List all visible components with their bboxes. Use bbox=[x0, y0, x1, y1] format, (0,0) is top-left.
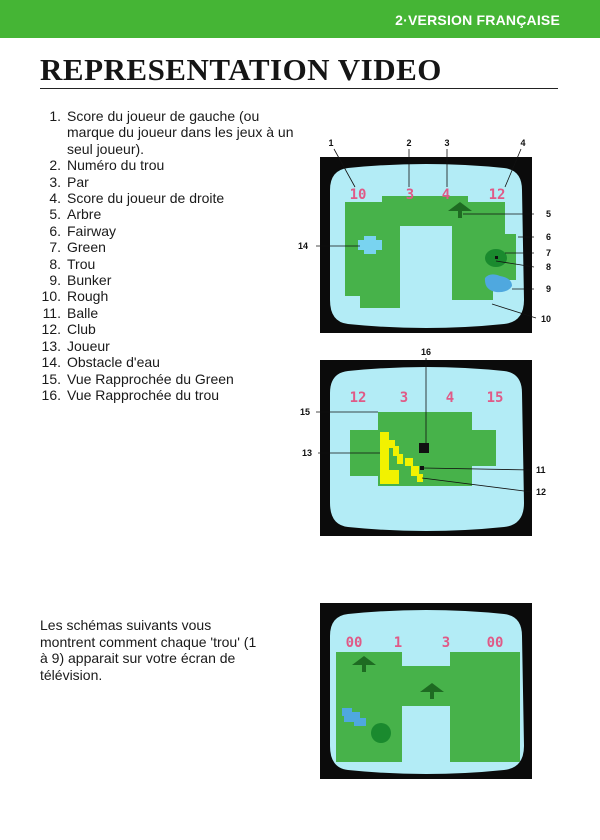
hole-number: 3 bbox=[405, 187, 415, 203]
legend-text: Joueur bbox=[67, 337, 110, 354]
callout-10: 10 bbox=[541, 314, 552, 324]
legend-number: 12. bbox=[41, 321, 61, 338]
legend-number: 4. bbox=[49, 190, 61, 207]
legend-text: Green bbox=[67, 239, 106, 256]
hole-number: 1 bbox=[393, 635, 403, 651]
callout-15: 15 bbox=[300, 407, 311, 417]
hole-icon bbox=[495, 256, 498, 259]
score-left: 12 bbox=[349, 390, 367, 406]
legend-text: Fairway bbox=[67, 222, 117, 239]
intro-paragraph: Les schémas suivants vous montrent comment chaque 'trou' (1 à 9) apparait sur votre écran de télévision. bbox=[40, 617, 257, 683]
section-label: 2·VERSION FRANÇAISE bbox=[395, 12, 560, 28]
callout-9: 9 bbox=[546, 284, 552, 294]
par-value: 4 bbox=[441, 187, 451, 203]
callout-5: 5 bbox=[546, 209, 552, 219]
legend-number: 1. bbox=[49, 108, 61, 124]
legend-text: Trou bbox=[67, 255, 96, 272]
legend-number: 14. bbox=[41, 354, 61, 371]
callout-8: 8 bbox=[546, 262, 552, 272]
legend-number: 3. bbox=[49, 173, 61, 190]
legend-number: 16. bbox=[41, 386, 61, 403]
score-right: 12 bbox=[488, 187, 506, 203]
callout-4: 4 bbox=[520, 138, 526, 148]
legend-text: Score du joueur de gauche (ou marque du joueur dans les jeux à un seul joueur). bbox=[67, 108, 294, 157]
callout-14: 14 bbox=[298, 241, 309, 251]
legend-number: 7. bbox=[49, 239, 61, 256]
legend-text: Score du joueur de droite bbox=[67, 190, 225, 207]
legend-number: 13. bbox=[41, 337, 61, 354]
callout-13: 13 bbox=[302, 448, 313, 458]
par-value: 4 bbox=[445, 390, 455, 406]
legend-number: 11. bbox=[42, 304, 61, 321]
callout-7: 7 bbox=[546, 248, 552, 258]
score-left: 10 bbox=[349, 187, 367, 203]
legend-text: Vue Rapprochée du trou bbox=[67, 386, 220, 403]
callout-1: 1 bbox=[328, 138, 334, 148]
tv-screen-2 bbox=[300, 347, 546, 536]
green-area bbox=[371, 723, 391, 743]
legend-text: Club bbox=[67, 321, 96, 338]
callout-12: 12 bbox=[536, 487, 547, 497]
hole-closeup-icon bbox=[419, 443, 429, 453]
legend-number: 8. bbox=[49, 255, 61, 272]
legend-text: Par bbox=[67, 173, 89, 190]
callout-3: 3 bbox=[444, 138, 450, 148]
legend-text: Vue Rapprochée du Green bbox=[67, 370, 234, 387]
ball-icon bbox=[420, 466, 424, 470]
tv-screen-3 bbox=[320, 603, 532, 779]
hole-number: 3 bbox=[399, 390, 409, 406]
callout-11: 11 bbox=[536, 465, 546, 475]
legend-number: 6. bbox=[49, 222, 61, 239]
legend-text: Balle bbox=[67, 304, 99, 321]
legend-number: 2. bbox=[49, 157, 61, 174]
legend-number: 15. bbox=[41, 370, 61, 387]
score-left: 00 bbox=[345, 635, 363, 651]
legend-number: 5. bbox=[49, 206, 61, 223]
par-value: 3 bbox=[441, 635, 451, 651]
score-right: 15 bbox=[486, 390, 504, 406]
legend-number: 10. bbox=[41, 288, 61, 305]
callout-6: 6 bbox=[546, 232, 552, 242]
legend-text: Bunker bbox=[67, 272, 112, 289]
callout-16: 16 bbox=[420, 347, 432, 357]
legend-text: Arbre bbox=[67, 206, 102, 223]
legend-number: 9. bbox=[49, 272, 61, 289]
legend-text: Rough bbox=[67, 288, 109, 305]
legend-text: Numéro du trou bbox=[67, 157, 165, 174]
callout-2: 2 bbox=[406, 138, 412, 148]
score-right: 00 bbox=[486, 635, 504, 651]
tv-screen-1 bbox=[298, 138, 551, 333]
legend-text: Obstacle d'eau bbox=[67, 354, 160, 371]
page-title: REPRESENTATION VIDEO bbox=[40, 52, 442, 87]
